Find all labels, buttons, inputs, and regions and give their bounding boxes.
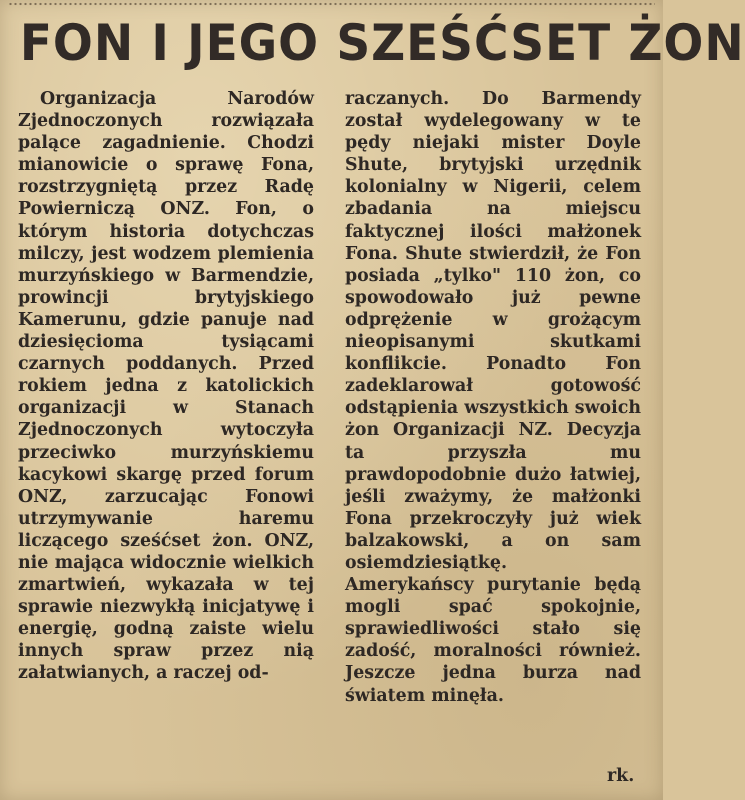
article-headline: FON I JEGO SZEŚĆSET ŻON [19,14,745,72]
article-column-left: Organizacja Narodów Zjednoczonych rozwiązała palące zagadnienie. Chodzi mianowicie o sprawę Fona, rozstrzygniętą przez Radę Powierniczą ONZ. Fon, o którym historia dotychczas milczy, jest wodzem plemienia murzyńskiego w Barmendzie, prowincji brytyjskiego Kamerunu, gdzie panuje nad dziesięcioma tysiącami czarnych poddanych. Przed rokiem jedna z katolickich organizacji w Stanach Zjednoczonych wytoczyła przeciwko murzyńskiemu kacykowi skargę przed forum ONZ, zarzucając Fonowi utrzymywanie haremu liczącego sześćset żon. ONZ, nie mająca widocznie wielkich zmartwień, wykazała w tej sprawie niezwykłą inicjatywę i energię, godną zaiste wielu innych spraw przez nią załatwianych, a raczej od- [18,89,314,684]
top-dotted-rule [8,2,655,6]
article-column-right: raczanych. Do Barmendy został wydelegowany w te pędy niejaki mister Doyle Shute, brytyjski urzędnik kolonialny w Nigerii, celem zbadania na miejscu faktycznej ilości małżonek Fona. Shute stwierdził, że Fon posiada „tylko" 110 żon, co spowodowało już pewne odprężenie w grożącym nieopisanymi skutkami konflikcie. Ponadto Fon zadeklarował gotowość odstąpienia wszystkich swoich żon Organizacji NZ. Decyzja ta przyszła mu prawdopodobnie dużo łatwiej, jeśli zważymy, że małżonki Fona przekroczyły już wiek balzakowski, a on sam osiemdziesiątkę. Amerykańscy purytanie będą mogli spać spokojnie, sprawiedliwości stało się zadość, moralności również. Jeszcze jedna burza nad światem minęła. [345,89,641,706]
author-signature: rk. [607,766,635,786]
